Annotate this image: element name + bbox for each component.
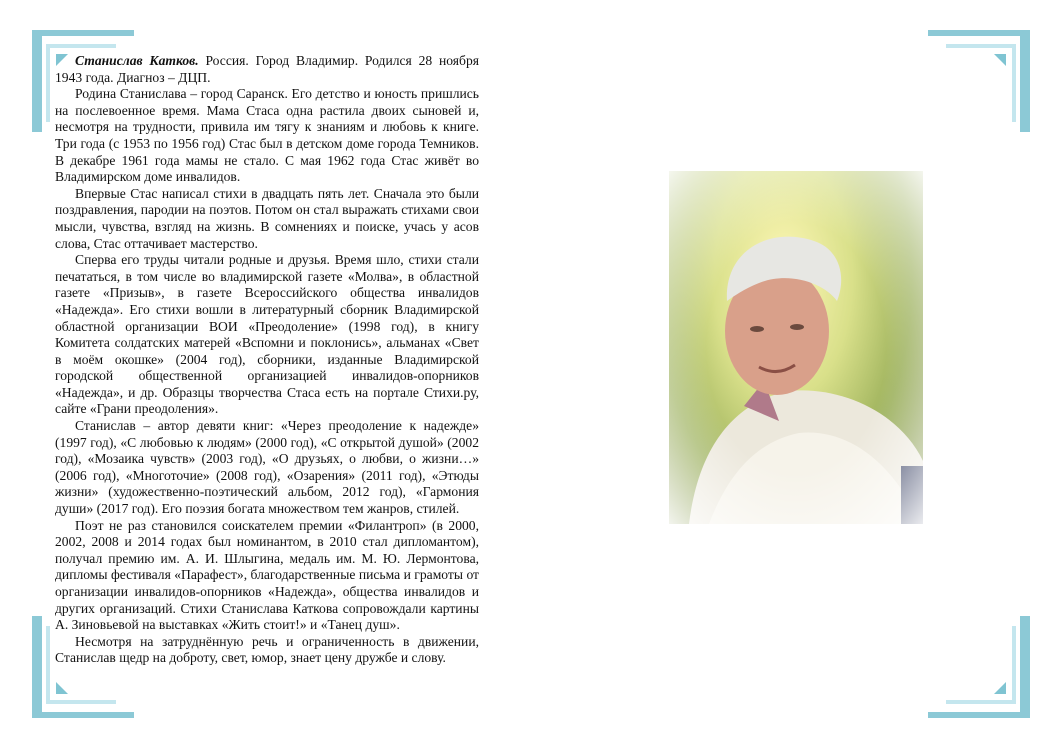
portrait-vignette [669,171,923,524]
author-name: Станислав Катков. [75,53,199,68]
paragraph: Несмотря на затруднённую речь и ограниченность в движении, Станислав щедр на доброту, свет, юмор, знает цену дружбе и слову. [55,633,479,666]
intro-text: Россия. Город Владимир. Родился 28 ноября 1943 года. Диагноз – ДЦП. [55,53,480,85]
paragraph: Поэт не раз становился соискателем премии «Филантроп» (в 2000, 2002, 2008 и 2014 годах был номинантом, в 2010 стал дипломантом), получал премию им. А. И. Шлыгина, медаль им. М. Ю. Лермонтова, дипломы фестиваля «Парафест», благодарственные письма и грамоты от организации инвалидов-опорников «Надежда», общества инвалидов и других организаций. Стихи Станислава Каткова сопровождали картины А. Зиновьевой на выставках «Жить стоит!» и «Танец душ». [55,517,479,633]
intro-paragraph [55,53,479,86]
paragraph: Родина Станислава – город Саранск. Его детство и юность пришлись на послевоенное время. Мама Стаса одна растила двоих сыновей и, несмотря на трудности, привила им тягу к знаниям и любовь к книге. Три года (с 1953 по 1956 год) Стас был в детском доме города Темников. В декабре 1961 года мамы не стало. С мая 1962 года Стас живёт во Владимирском доме инвалидов. [55,86,479,185]
paragraph: Станислав – автор девяти книг: «Через преодоление к надежде» (1997 год), «С любовью к людям» (2000 год), «С открытой душой» (2002 год), «Мозаика чувств» (2003 год), «О друзьях, о любви, о жизни…» (2006 год), «Многоточие» (2008 год), «Озарения» (2011 год), «Этюды жизни» (художественно-поэтический альбом, 2012 год), «Гармония души» (2017 год). Его поэзия богата множеством тем жанров, стилей. [55,418,479,517]
paragraph: Сперва его труды читали родные и друзья. Время шло, стихи стали печататься, в том числе во владимирской газете «Молва», в областной газете «Призыв», в газете Всероссийского общества инвалидов «Надежда». Его стихи вошли в литературный сборник Владимирской областной организации ВОИ «Преодоление» (1998 год), в книгу Комитета солдатских матерей «Вспомни и поклонись», альманах «Свет в моём окошке» (2004 год), сборники, изданные Владимирской городской общественной организацией инвалидов-опорников «Надежда», и др. Образцы творчества Стаса есть на портале Стихи.ру, сайте «Грани преодоления». [55,252,479,417]
frame-corner-bottom-right [924,612,1034,722]
frame-corner-top-right [924,26,1034,136]
author-portrait [669,171,923,524]
paragraph: Впервые Стас написал стихи в двадцать пять лет. Сначала это были поздравления, пародии на поэтов. Потом он стал выражать стихами свои мысли, чувства, взгляд на жизнь. В сомнениях и поиске, учась у асов слова, Стас оттачивает мастерство. [55,185,479,251]
biography-text [55,53,479,667]
